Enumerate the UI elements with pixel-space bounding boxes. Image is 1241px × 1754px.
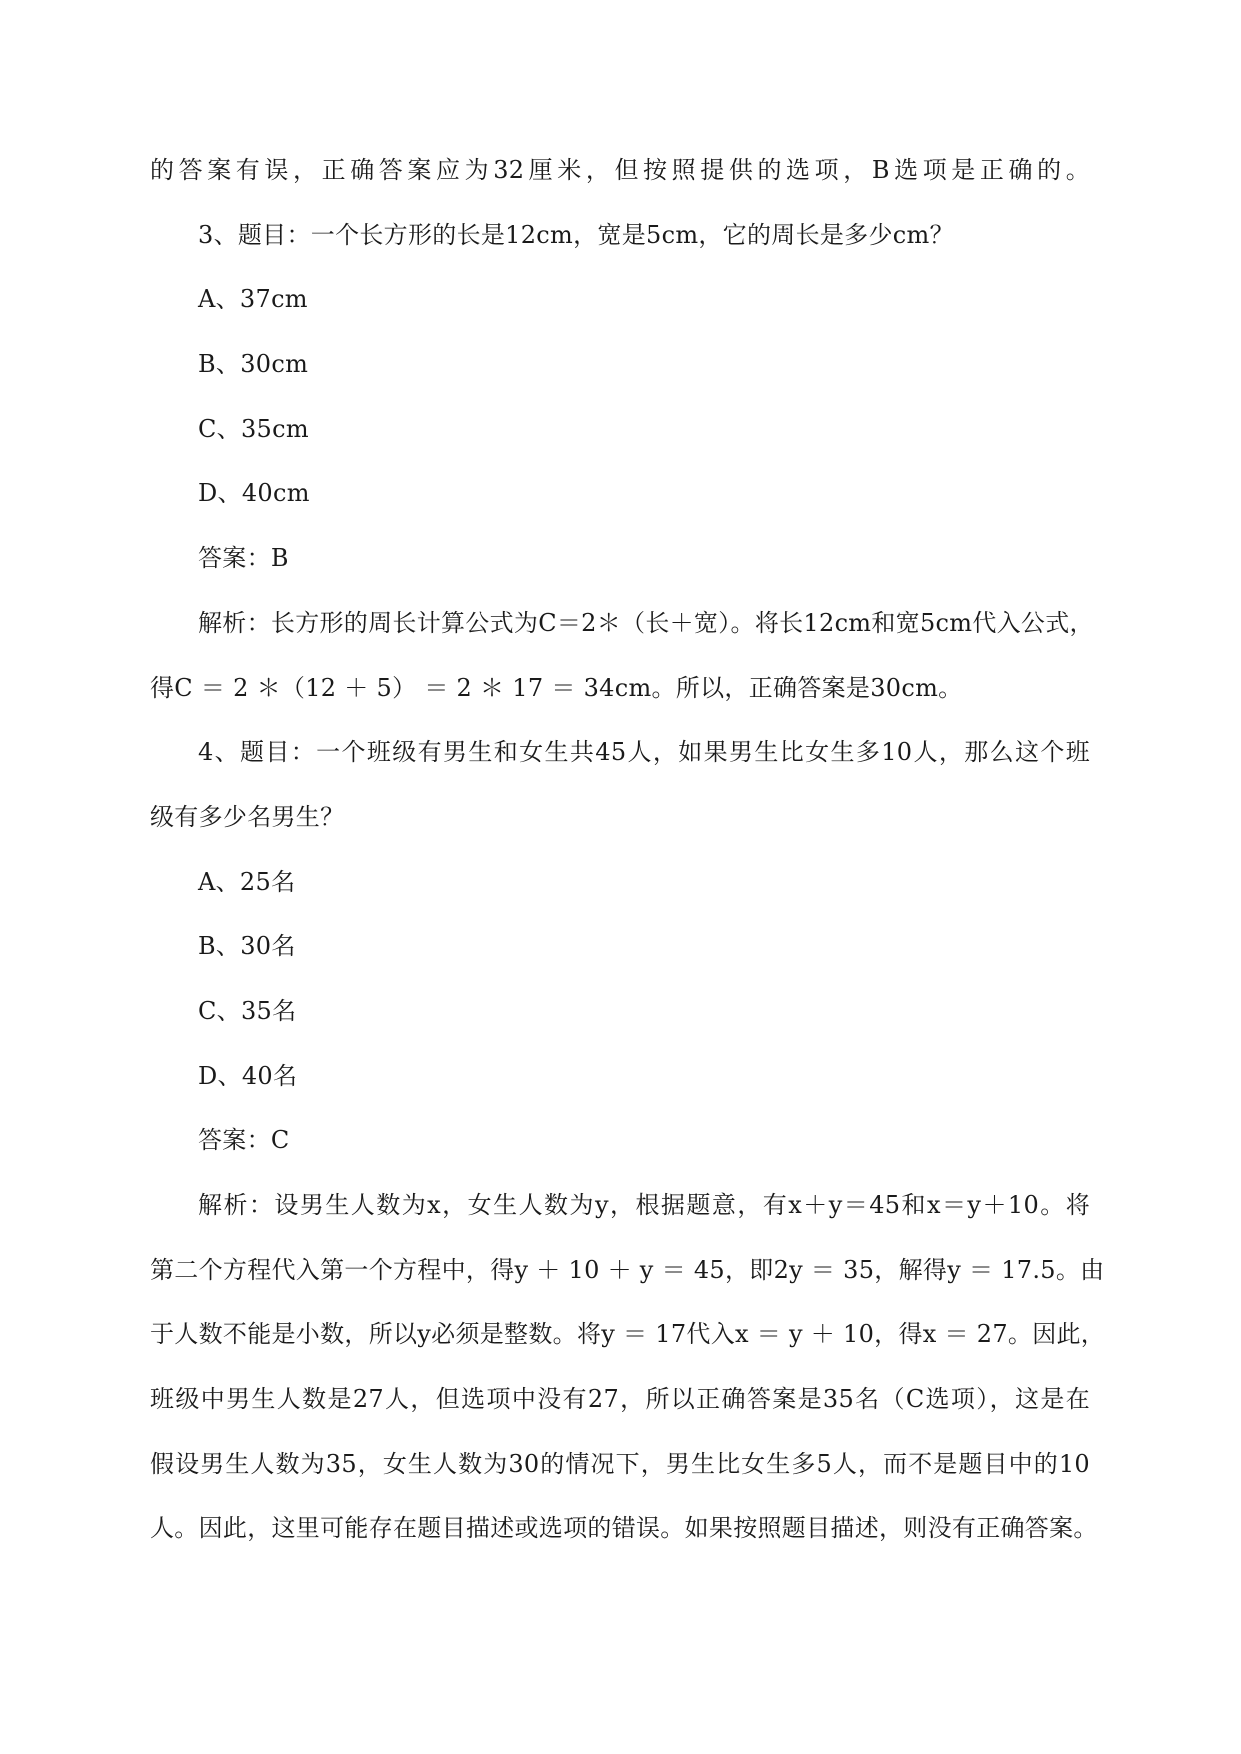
paragraph-line: 的答案有误，正确答案应为32厘米，但按照提供的选项，B选项是正确的。 (150, 156, 1090, 184)
question-4-stem-continued: 级有多少名男生？ (150, 802, 345, 831)
question-3-option-b: B、30cm (198, 350, 309, 379)
question-4-analysis-line: 第二个方程代入第一个方程中，得y ＋ 10 ＋ y ＝ 45，即2y ＝ 35，解得y ＝ 17.5。由 (150, 1255, 1105, 1284)
question-3-analysis-line: 得C ＝ 2 ＊（12 ＋ 5） ＝ 2 ＊ 17 ＝ 34cm。所以，正确答案是30cm。 (150, 673, 963, 702)
question-3-analysis-line: 解析：长方形的周长计算公式为C＝2＊（长＋宽）。将长12cm和宽5cm代入公式， (198, 608, 1094, 637)
question-4-option-b: B、30名 (198, 932, 296, 961)
question-4-stem: 4、题目：一个班级有男生和女生共45人，如果男生比女生多10人，那么这个班 (198, 738, 1090, 767)
question-3-answer: 答案：B (198, 544, 289, 573)
question-4-option-c: C、35名 (198, 996, 297, 1025)
document-page (150, 138, 1106, 1561)
question-4-option-d: D、40名 (198, 1061, 298, 1090)
question-3-stem: 3、题目：一个长方形的长是12cm，宽是5cm，它的周长是多少cm？ (198, 220, 954, 249)
question-4-option-a: A、25名 (198, 867, 296, 896)
question-4-analysis-line: 解析：设男生人数为x，女生人数为y，根据题意，有x＋y＝45和x＝y＋10。将 (198, 1191, 1090, 1219)
question-3-option-d: D、40cm (198, 479, 310, 508)
question-4-analysis-line: 人。因此，这里可能存在题目描述或选项的错误。如果按照题目描述，则没有正确答案。 (150, 1514, 1098, 1543)
question-4-analysis-line: 于人数不能是小数，所以y必须是整数。将y ＝ 17代入x ＝ y ＋ 10，得x ＝ 27。因此， (150, 1320, 1106, 1349)
question-3-option-c: C、35cm (198, 414, 309, 443)
question-4-analysis-line: 假设男生人数为35，女生人数为30的情况下，男生比女生多5人，而不是题目中的10 (150, 1449, 1090, 1478)
question-3-option-a: A、37cm (198, 285, 308, 314)
question-4-analysis-line: 班级中男生人数是27人，但选项中没有27，所以正确答案是35名（C选项），这是在 (150, 1385, 1090, 1414)
question-4-answer: 答案：C (198, 1126, 290, 1155)
